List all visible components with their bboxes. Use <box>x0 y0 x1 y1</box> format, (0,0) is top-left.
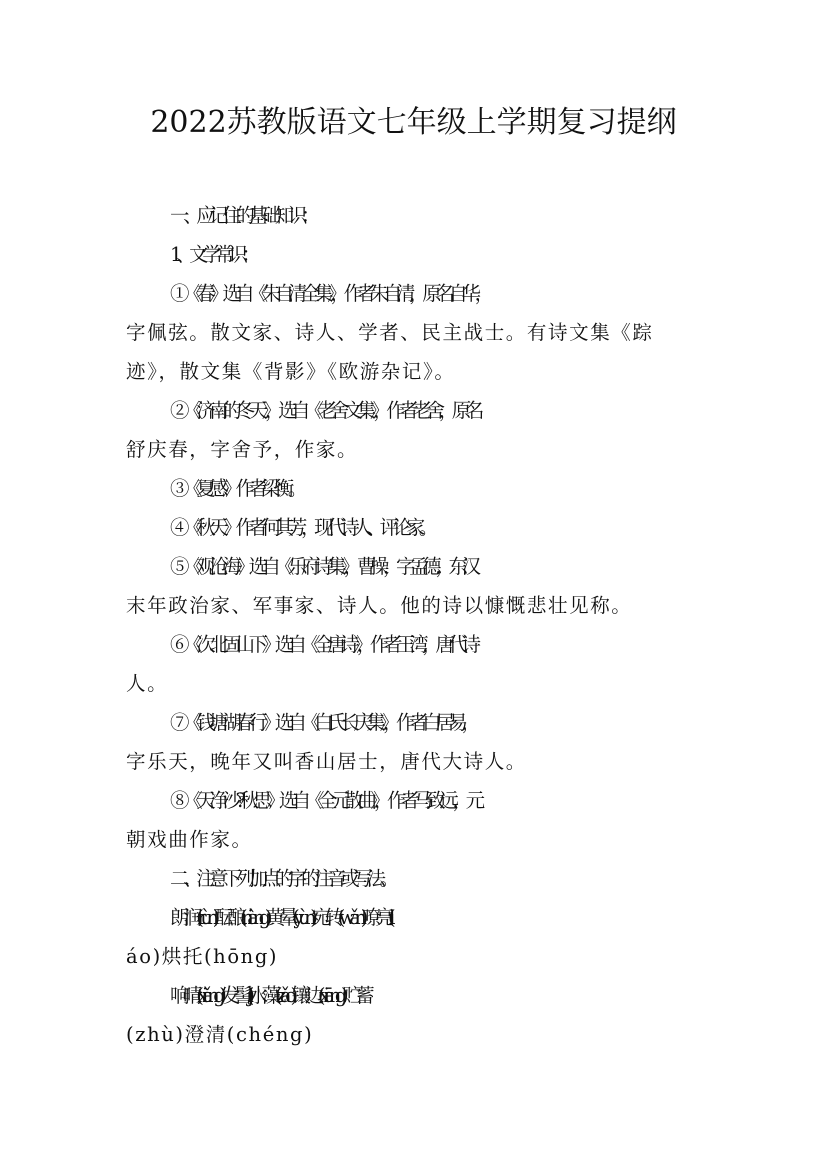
paragraph-pinyin-group-1 <box>126 898 706 976</box>
text-line: ②《济南的冬天》，选自《老舍文集》，作者老舍，原名 <box>170 399 479 422</box>
text-line: ⑧《天净沙?秋思》选自《全元散曲》，作者马致远，元 <box>170 789 479 812</box>
paragraph-item-6 <box>126 625 706 703</box>
paragraph-item-2 <box>126 391 706 469</box>
text-line: ④《秋天》作者何其芳，现代诗人、评论家。 <box>170 516 433 539</box>
paragraph-item-1 <box>126 274 706 391</box>
text-line: 字乐天，晚年又叫香山居士，唐代大诗人。 <box>126 750 527 773</box>
paragraph-pinyin-group-2 <box>126 976 706 1054</box>
text-line: ③《夏感》作者梁衡。 <box>170 477 302 500</box>
text-line: 朝戏曲作家。 <box>126 828 253 851</box>
paragraph-item-4 <box>126 508 706 547</box>
text-line: (zhù)澄清(chéng) <box>126 1023 314 1046</box>
text-line: 字佩弦。散文家、诗人、学者、民主战士。有诗文集《踪 <box>126 321 654 344</box>
text-line: 末年政治家、军事家、诗人。他的诗以慷慨悲壮见称。 <box>126 594 633 617</box>
text-line: 迹》，散文集《背影》《欧游杂记》。 <box>126 360 456 383</box>
document-title: 2022苏教版语文七年级上学期复习提纲 <box>150 105 677 140</box>
paragraph-section-two-heading <box>126 859 706 898</box>
text-line: ⑥《次北固山下》选自《全唐诗》，作者王湾，唐代诗 <box>170 633 475 656</box>
text-line: 1、文学常识： <box>170 243 255 266</box>
text-line: 一、应记住的基础知识： <box>170 204 315 227</box>
text-line: ⑦《钱塘湖春行》选自《白氏长庆集》，作者白居易， <box>170 711 475 734</box>
text-line: áo)烘托(hōng) <box>126 945 279 968</box>
text-line: ①《春》选自《朱自清全集》，作者朱自清，原名自华， <box>170 282 488 305</box>
paragraph-item-7 <box>126 703 706 781</box>
text-line: 人。 <box>126 672 169 695</box>
paragraph-literary-knowledge-heading <box>126 235 706 274</box>
text-line: 舒庆春，字舍予，作家。 <box>126 438 359 461</box>
text-line: 朗润(rùn)酝酿(niàng)黄晕(yùn)宛转(wǎn)嘹亮(li <box>170 906 389 929</box>
text-line: 二、注意下列加点的字的注音或写法。 <box>170 867 393 890</box>
paragraph-item-3 <box>126 469 706 508</box>
paragraph-section-one-heading <box>126 196 706 235</box>
text-line: 响晴(xiǎng)发髻(jì)水藻(zǎo)镶边(xiāng)贮蓄 <box>170 984 369 1007</box>
paragraph-item-8 <box>126 781 706 859</box>
document-body <box>126 196 706 1054</box>
text-line: ⑤《观沧海》选自《乐府诗集》，曹操，字孟德，东汉 <box>170 555 475 578</box>
paragraph-item-5 <box>126 547 706 625</box>
